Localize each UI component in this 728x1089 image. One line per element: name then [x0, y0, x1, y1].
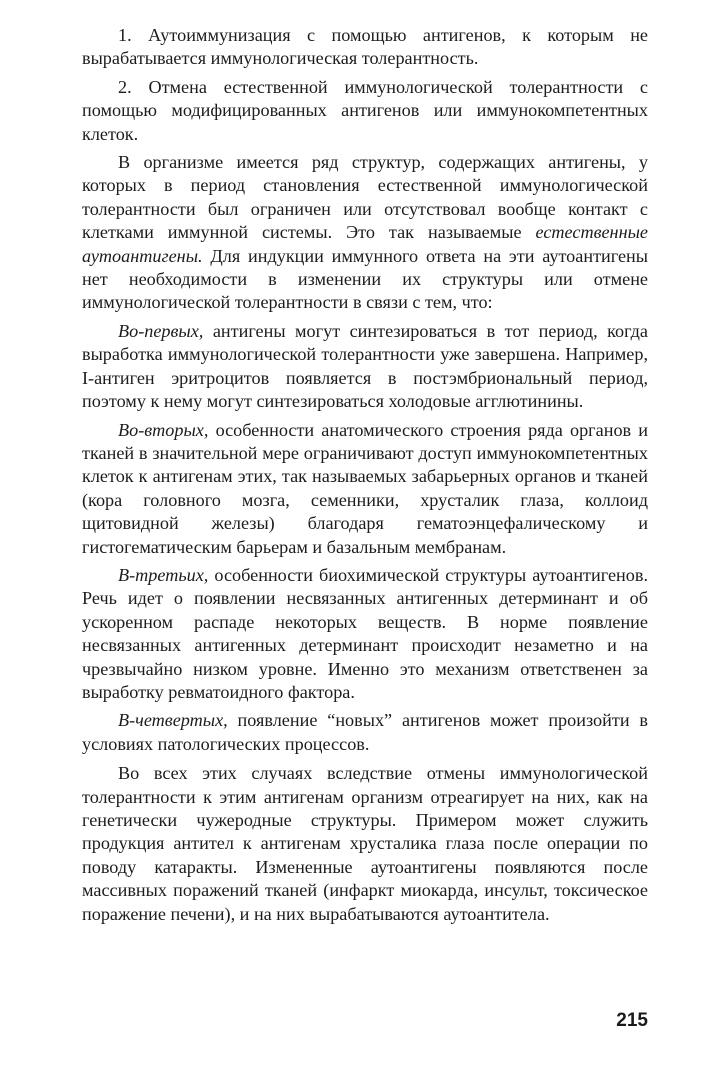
page-body — [82, 24, 648, 931]
paragraph-secondly — [82, 419, 648, 559]
italic-lead: В-четвертых, — [118, 710, 228, 731]
paragraph-firstly — [82, 320, 648, 414]
italic-lead: В-третьих, — [118, 564, 209, 585]
page-number: 215 — [616, 1010, 648, 1031]
paragraph-text: особенности биохимической структуры аутоантигенов. Речь идет о появлении несвязанных антигенных детерминант и об ускоренном распаде некоторых веществ. В норме появление несвязанных антигенных детерминант происходит незаметно и на чрезвычайно низком уровне. Именно это механизм ответственен за выработку ревматоидного фактора. — [82, 564, 648, 702]
paragraph-text: появление “новых” антигенов может произойти в условиях патологических процессов. — [82, 710, 648, 754]
paragraph-text: особенности анатомического строения ряда органов и тканей в значительной мере ограничивают доступ иммунокомпетентных клеток к антигенам этих, так называемых забарьерных органов и тканей (кора головного мозга, семенники, хрусталик глаза, коллоид щитовидной железы) благодаря гематоэнцефалическому и гистогематическим барьерам и базальным мембранам. — [82, 419, 648, 557]
italic-lead: Во-вторых, — [118, 419, 209, 440]
paragraph-natural-autoantigens — [82, 151, 648, 315]
italic-term: естественные аутоантигены. — [82, 222, 648, 266]
list-item-tolerance-cancellation — [82, 76, 648, 146]
paragraph-text: Для индукции иммунного ответа на эти аутоантигены нет необходимости в изменении их структуры или отмене иммунологической толерантности в связи с тем, что: — [82, 245, 648, 313]
italic-lead: Во-первых, — [118, 320, 204, 341]
paragraph-text: 2. Отмена естественной иммунологической толерантности с помощью модифицированных антигенов или иммунокомпетентных клеток. — [82, 76, 648, 144]
paragraph-text: Во всех этих случаях вследствие отмены иммунологической толерантности к этим антигенам организм отреагирует на них, как на генетически чужеродные структуры. Примером может служить продукция антител к антигенам хрусталика глаза после операции по поводу катаракты. Измененные аутоантигены появляются после массивных поражений тканей (инфаркт миокарда, инсульт, токсическое поражение печени), и на них вырабатываются аутоантитела. — [82, 763, 648, 924]
paragraph-thirdly — [82, 564, 648, 704]
paragraph-text: антигены могут синтезироваться в тот период, когда выработка иммунологической толерантности уже завершена. Например, I-антиген эритроцитов появляется в постэмбриональный период, поэтому к нему могут синтезироваться холодовые агглютинины. — [82, 320, 648, 412]
paragraph-conclusion — [82, 762, 648, 926]
list-item-autoimmunization — [82, 24, 648, 71]
paragraph-fourthly — [82, 709, 648, 756]
paragraph-text: В организме имеется ряд структур, содержащих антигены, у которых в период становления естественной иммунологической толерантности был ограничен или отсутствовал вообще контакт с клетками иммунной системы. Это так называемые — [82, 152, 648, 243]
paragraph-text: 1. Аутоиммунизация с помощью антигенов, к которым не вырабатывается иммунологическая толерантность. — [82, 25, 648, 69]
